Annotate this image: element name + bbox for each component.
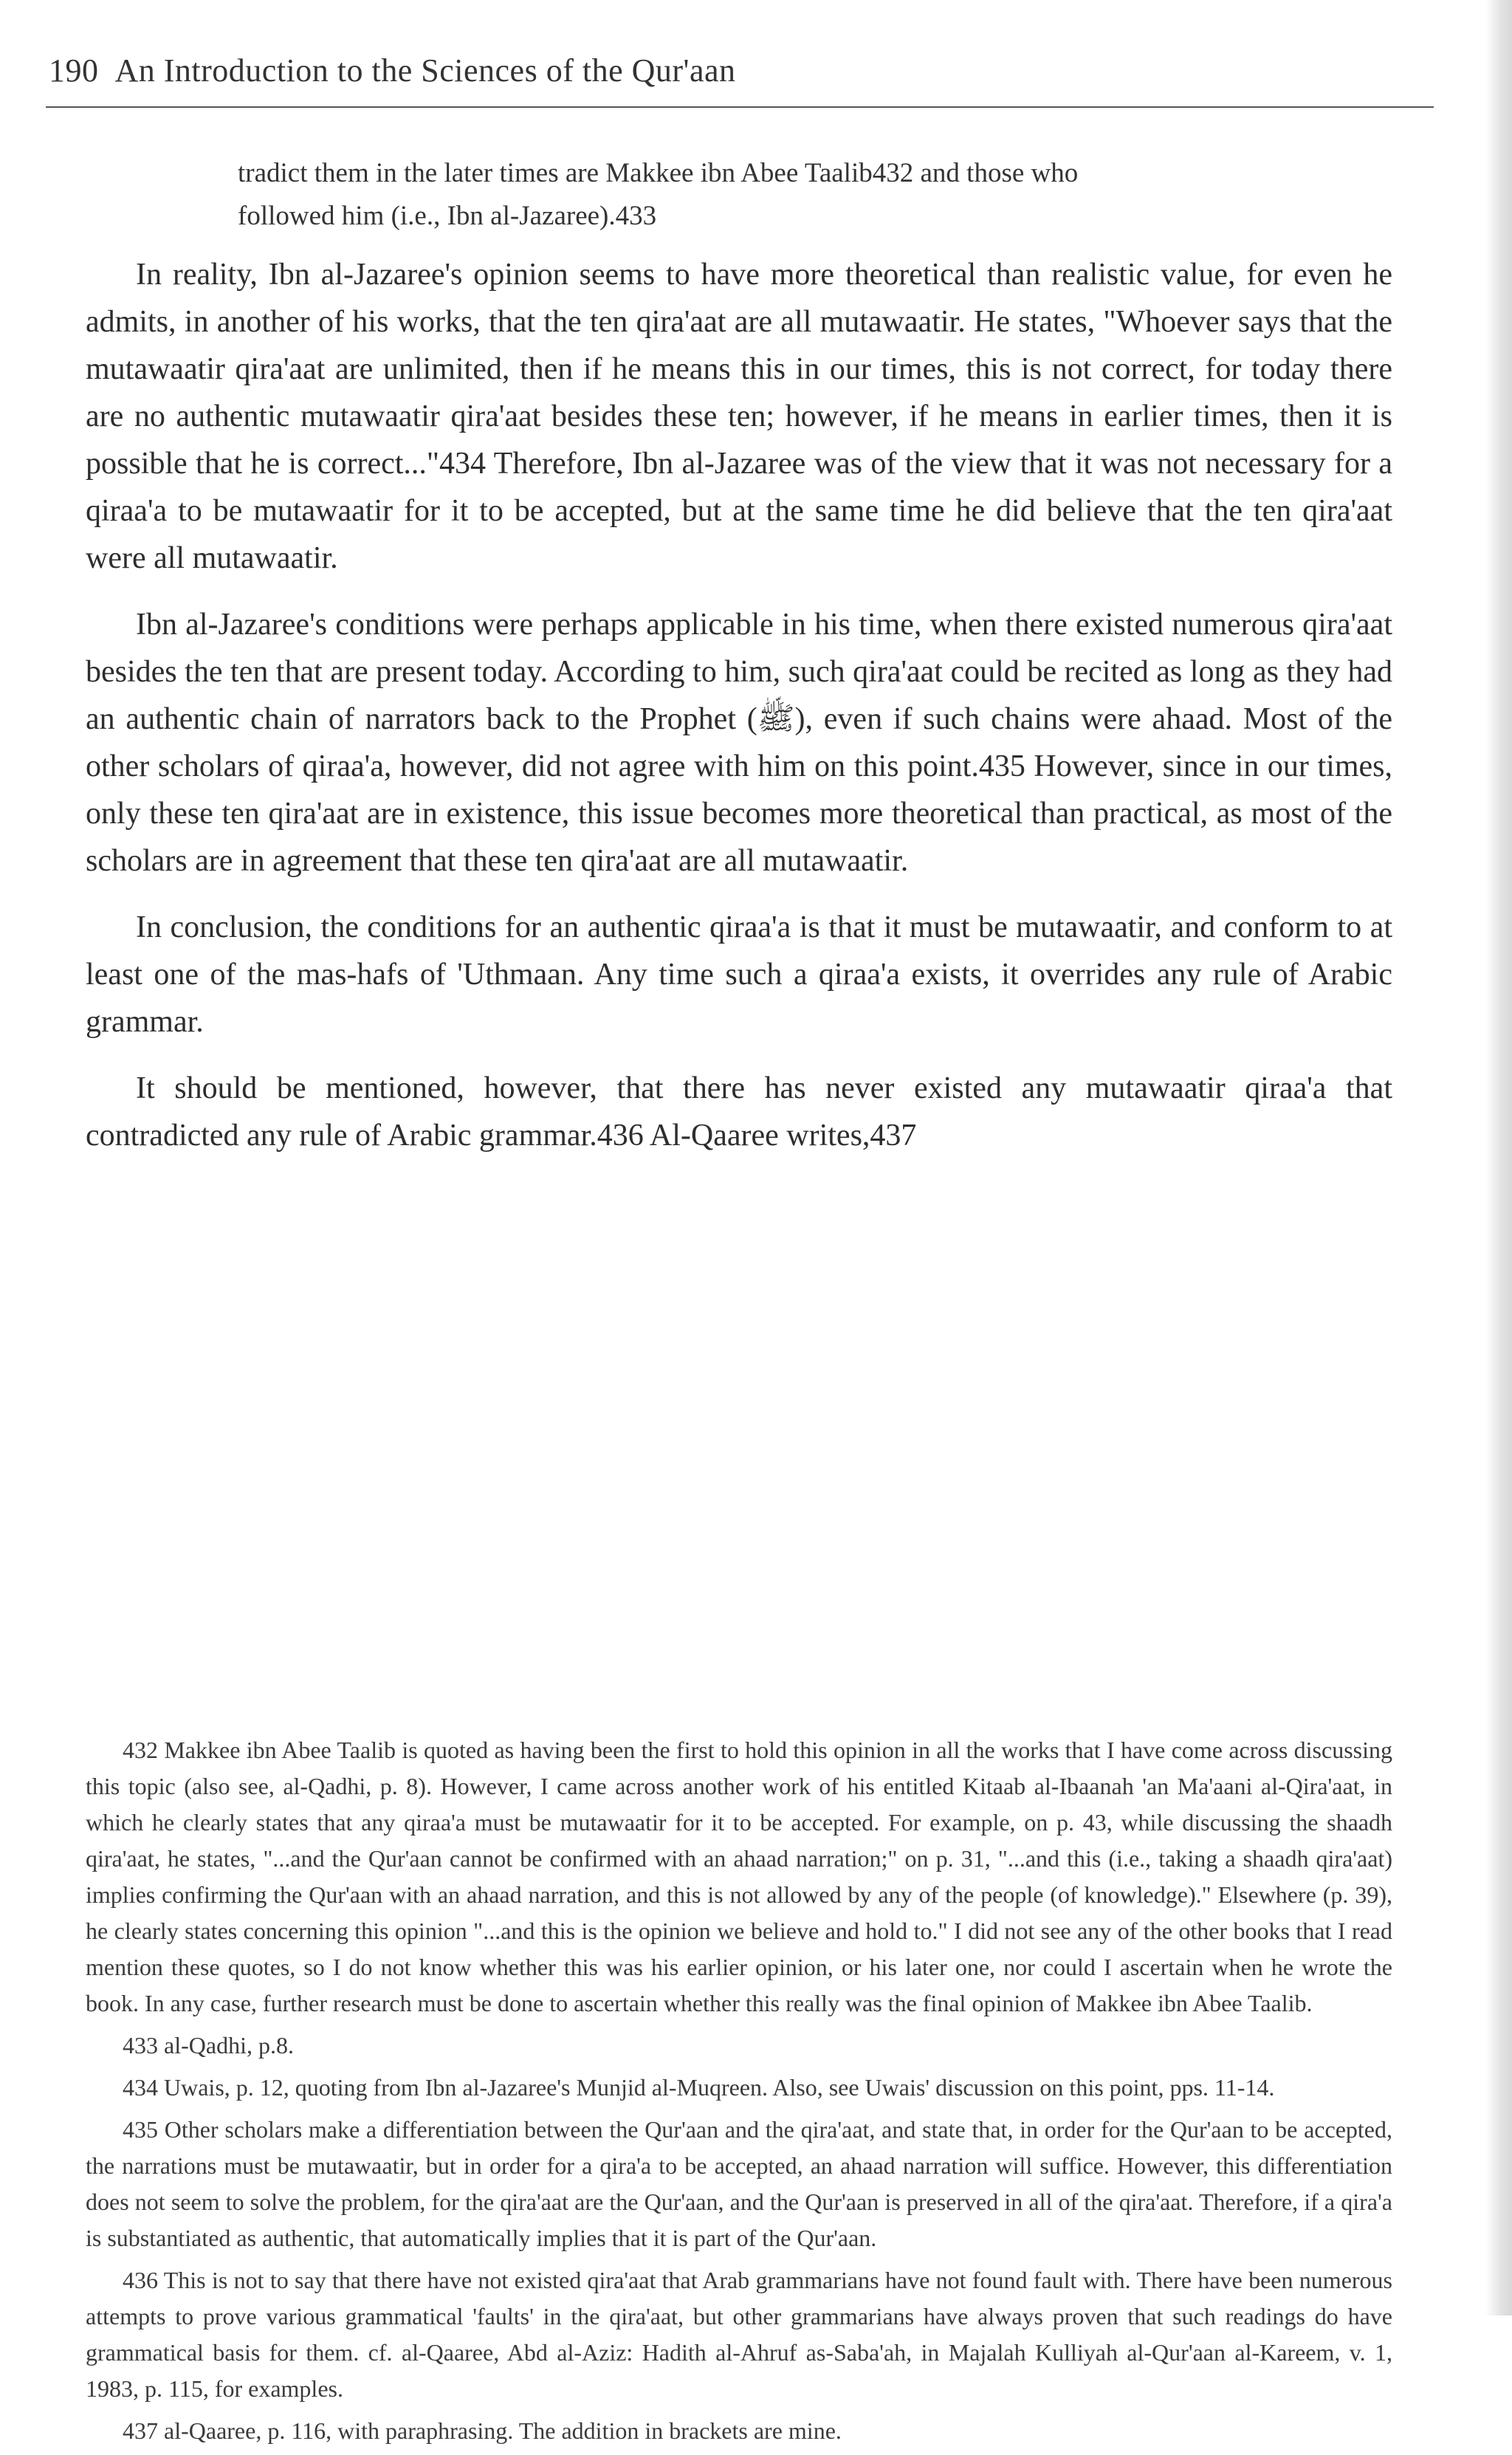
- header-rule: [46, 106, 1434, 108]
- footnote-437: 437 al-Qaaree, p. 116, with paraphrasing. The addition in brackets are mine.: [123, 2417, 842, 2444]
- block-quote-line-2: followed him (i.e., Ibn al-Jazaree).433: [238, 201, 657, 231]
- body-paragraph-1: In reality, Ibn al-Jazaree's opinion seems to have more theoretical than realistic value, for even he admits, in another of his works, that the ten qira'aat are all mutawaatir. He states, "Whoever says that the mutawaatir qira'aat are unlimited, then if he means this in our times, this is not correct, for today there are no authentic mutawaatir qira'aat besides these ten; however, if he means in earlier times, then it is possible that he is correct..."434 Therefore, Ibn al-Jazaree was of the view that it was not necessary for a qiraa'a to be mutawaatir for it to be accepted, but at the same time he did believe that the ten qira'aat were all mutawaatir.: [86, 258, 1392, 575]
- main-text: [86, 251, 1392, 1178]
- footnote-435: 435 Other scholars make a differentiation between the Qur'aan and the qira'aat, and state that, in order for the Qur'aan to be accepted, the narrations must be mutawaatir, but in order for a qira'a to be accepted, an ahaad narration will suffice. However, this differentiation does not seem to solve the problem, for the qira'aat are the Qur'aan, and the Qur'aan is preserved in all of the qira'aat. Therefore, if a qira'a is substantiated as authentic, that automatically implies that it is part of the Qur'aan.: [86, 2116, 1392, 2251]
- footnote-436: 436 This is not to say that there have not existed qira'aat that Arab grammarians have not found fault with. There have been numerous attempts to prove various grammatical 'faults' in the qira'aat, but other grammarians have always proven that such readings do have grammatical basis for them. cf. al-Qaaree, Abd al-Aziz: Hadith al-Ahruf as-Saba'ah, in Majalah Kulliyah al-Qur'aan al-Kareem, v. 1, 1983, p. 115, for examples.: [86, 2267, 1392, 2402]
- footnote-432: 432 Makkee ibn Abee Taalib is quoted as having been the first to hold this opinion in all the works that I have come across discussing this topic (also see, al-Qadhi, p. 8). However, I came across another work of his entitled Kitaab al-Ibaanah 'an Ma'aani al-Qira'aat, in which he clearly states that any qiraa'a must be mutawaatir for it to be accepted. For example, on p. 43, while discussing the shaadh qira'aat, he states, "...and the Qur'aan cannot be confirmed with an ahaad narration;" on p. 31, "...and this (i.e., taking a shaadh qira'aat) implies confirming the Qur'aan with an ahaad narration, and this is not allowed by any of the people (of knowledge)." Elsewhere (p. 39), he clearly states concerning this opinion "...and this is the opinion we believe and hold to." I did not see any of the other books that I read mention these quotes, so I do not know whether this was his earlier opinion, or his later one, nor could I ascertain when he wrote the book. In any case, further research must be done to ascertain whether this really was the final opinion of Makkee ibn Abee Taalib.: [86, 1737, 1392, 2016]
- block-quote-line-1: tradict them in the later times are Makkee ibn Abee Taalib432 and those who: [238, 158, 1079, 188]
- body-paragraph-4: It should be mentioned, however, that there has never existed any mutawaatir qiraa'a that contradicted any rule of Arabic grammar.436 Al-Qaaree writes,437: [86, 1071, 1392, 1153]
- block-quote: [238, 152, 1286, 238]
- footnotes: [86, 1732, 1392, 2455]
- footnote-433: 433 al-Qadhi, p.8.: [123, 2032, 294, 2059]
- page-edge-shadow: [1485, 0, 1512, 2315]
- footnote-434: 434 Uwais, p. 12, quoting from Ibn al-Jazaree's Munjid al-Muqreen. Also, see Uwais' discussion on this point, pps. 11-14.: [123, 2074, 1275, 2101]
- body-paragraph-3: In conclusion, the conditions for an authentic qiraa'a is that it must be mutawaatir, and conform to at least one of the mas-hafs of 'Uthmaan. Any time such a qiraa'a exists, it overrides any rule of Arabic grammar.: [86, 910, 1392, 1039]
- book-title: An Introduction to the Sciences of the Qur'aan: [114, 52, 736, 89]
- page-number: 190: [49, 52, 99, 89]
- running-head: [49, 52, 736, 89]
- body-paragraph-2: Ibn al-Jazaree's conditions were perhaps applicable in his time, when there existed numerous qira'aat besides the ten that are present today. According to him, such qira'aat could be recited as long as they had an authentic chain of narrators back to the Prophet (ﷺ), even if such chains were ahaad. Most of the other scholars of qiraa'a, however, did not agree with him on this point.435 However, since in our times, only these ten qira'aat are in existence, this issue becomes more theoretical than practical, as most of the scholars are in agreement that these ten qira'aat are all mutawaatir.: [86, 608, 1392, 878]
